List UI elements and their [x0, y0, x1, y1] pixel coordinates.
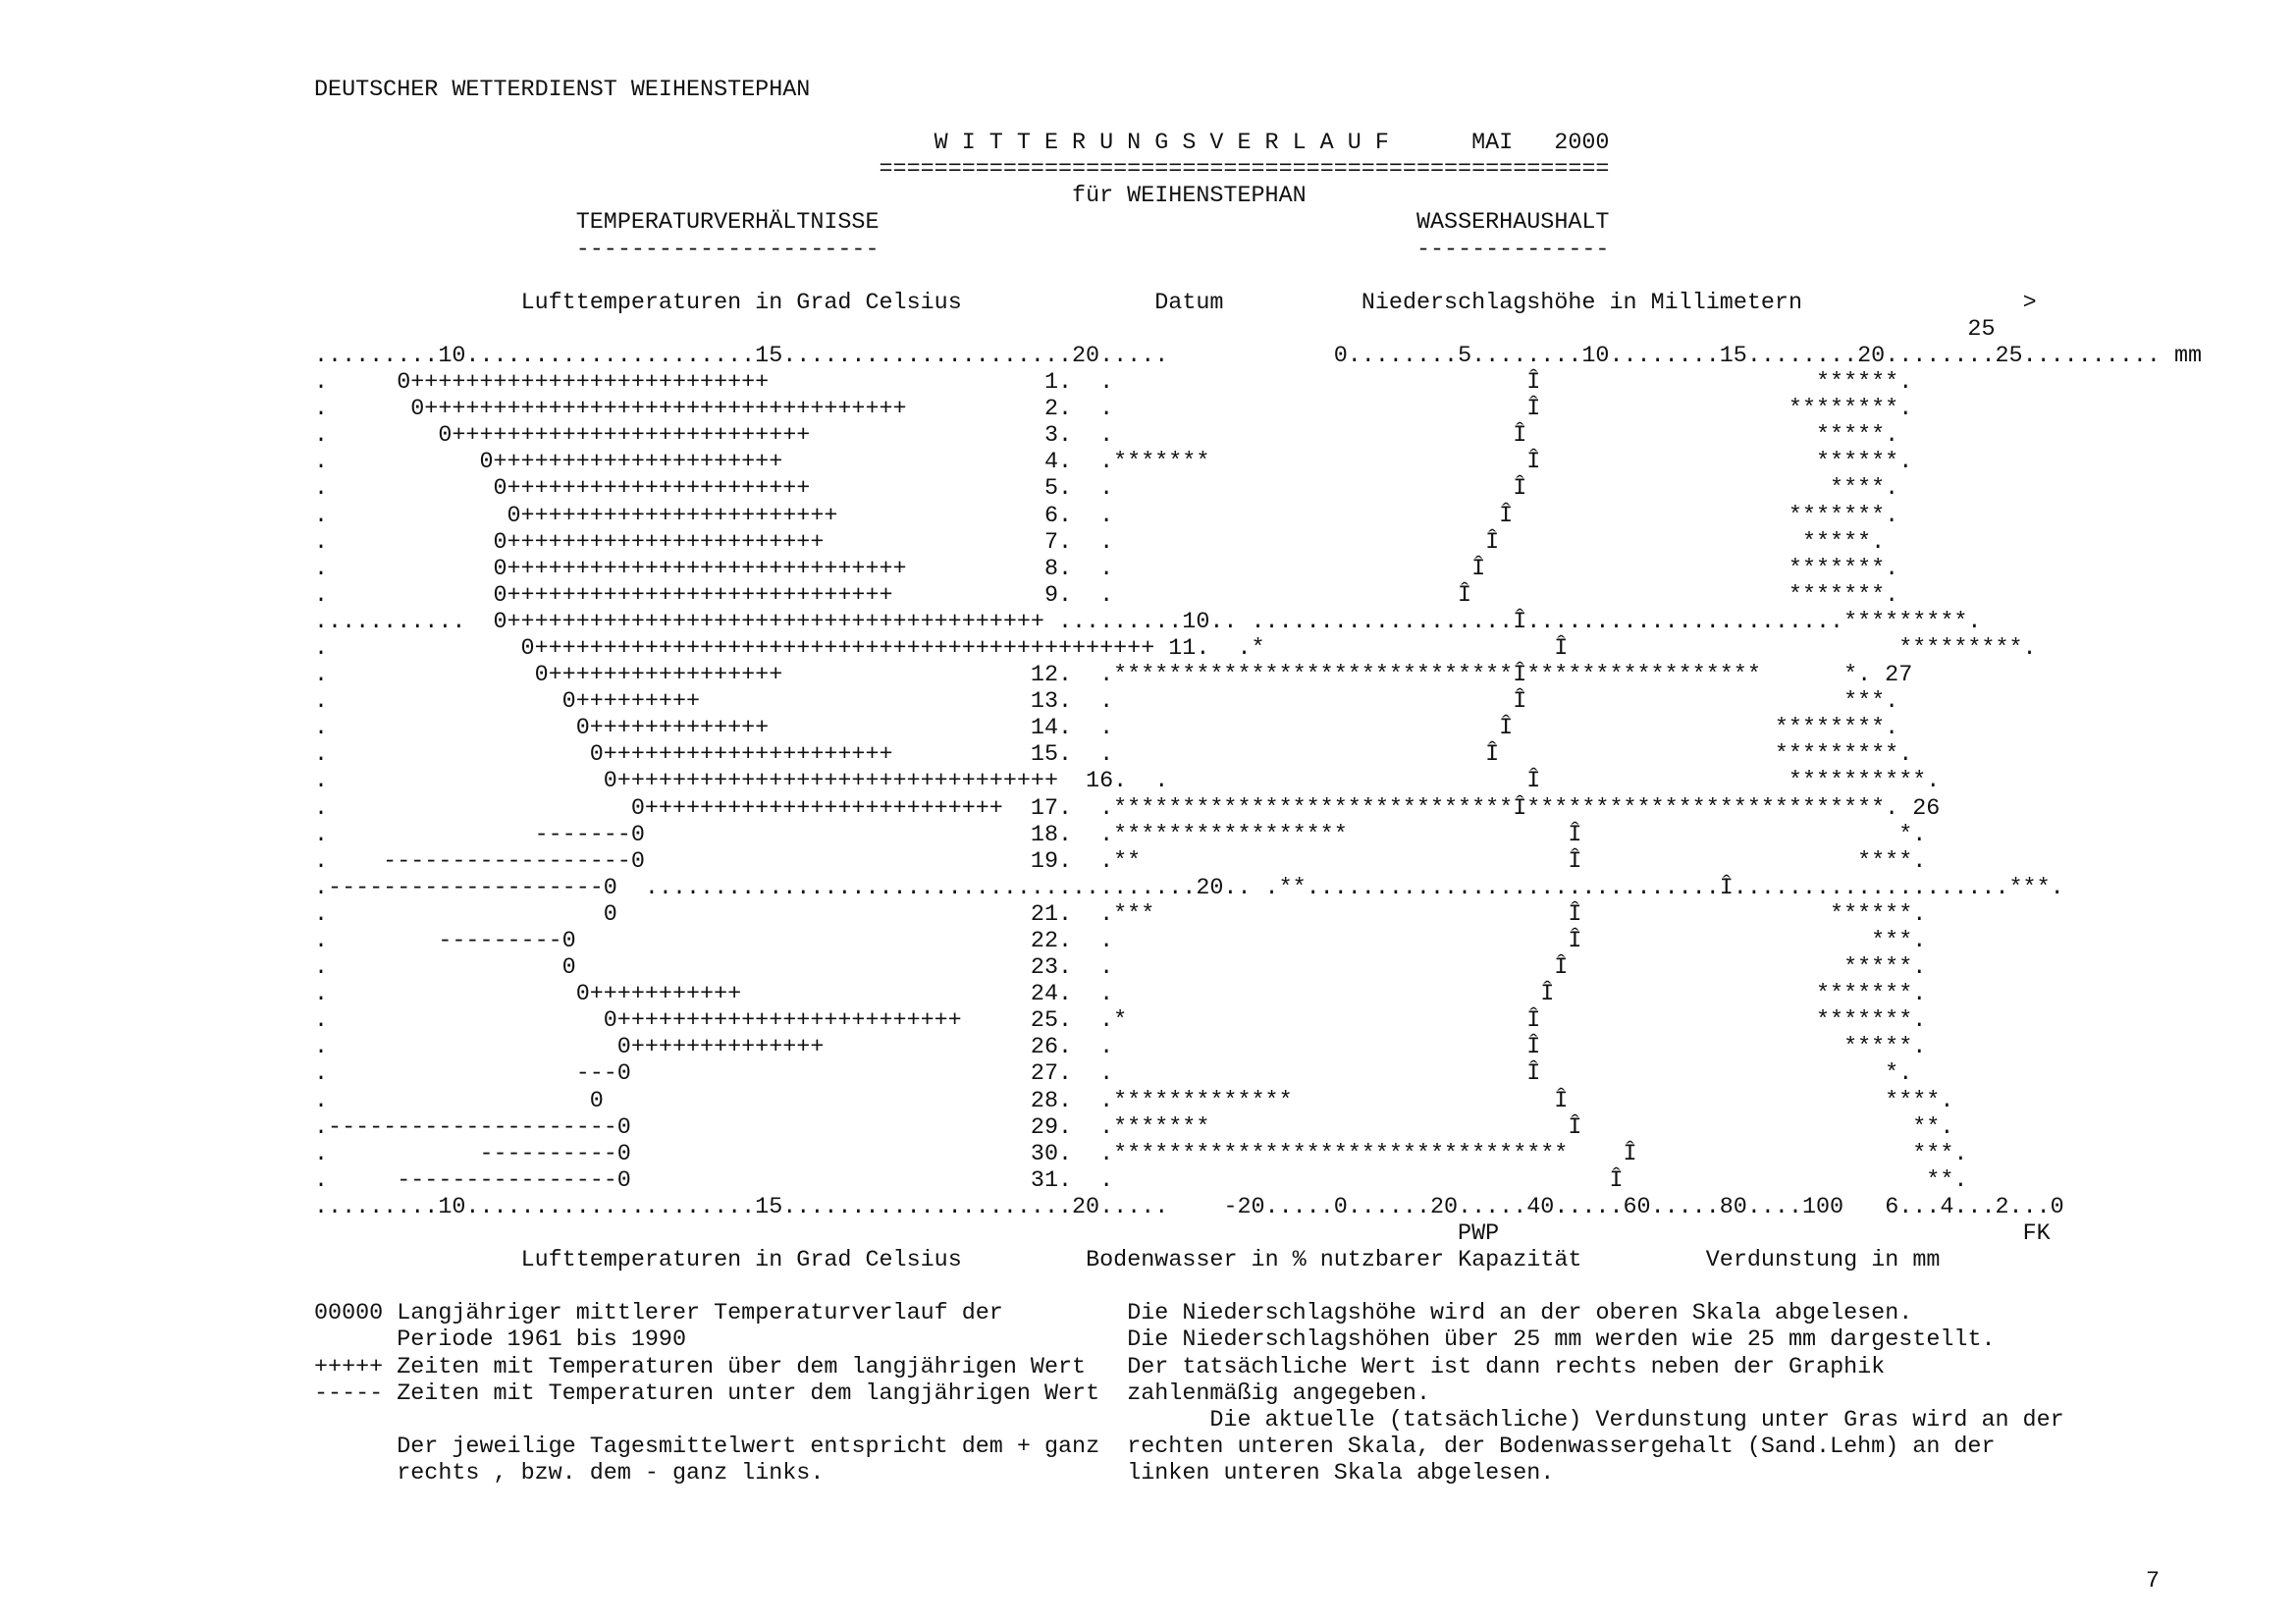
temperature-axis-title: Lufttemperaturen in Grad Celsius	[520, 290, 962, 316]
note-line-5: Die aktuelle (tatsächliche) Verdunstung unter Gras wird an der	[1209, 1407, 2064, 1434]
pwp-label: PWP	[1458, 1221, 1500, 1248]
temperature-tick-labels: .........10.....................15.....................20.....	[314, 343, 1169, 369]
day-row-05: . 0++++++++++++++++++++++ 5. . Î ****.	[314, 476, 1899, 503]
temperature-section-heading: TEMPERATURVERHÄLTNISSE	[575, 210, 880, 237]
day-row-16: . 0++++++++++++++++++++++++++++++++ 16. . Î **********.	[314, 769, 1941, 795]
day-row-15: . 0+++++++++++++++++++++ 15. . Î *********.	[314, 742, 1913, 769]
page-number: 7	[2146, 1569, 2161, 1595]
over-limit-marker: >	[2022, 290, 2037, 316]
day-row-28: . 0 28. .************* Î ****.	[314, 1088, 1954, 1114]
note-line-4: zahlenmäßig angegeben.	[1127, 1380, 1430, 1407]
day-row-30: . ----------0 30. .********************************* Î ***.	[314, 1141, 1968, 1167]
note-line-2: Die Niederschlagshöhen über 25 mm werden wie 25 mm dargestellt.	[1127, 1327, 1996, 1354]
day-row-01: . 0++++++++++++++++++++++++++ 1. . Î ******.	[314, 370, 1913, 397]
note-line-3: Der tatsächliche Wert ist dann rechts neben der Graphik	[1127, 1354, 1886, 1380]
institute-name: DEUTSCHER WETTERDIENST WEIHENSTEPHAN	[314, 78, 811, 103]
note-line-7: linken unteren Skala abgelesen.	[1127, 1460, 1555, 1487]
title-underline: =====================================================	[879, 157, 1610, 184]
day-row-14: . 0+++++++++++++ 14. . Î ********.	[314, 716, 1899, 742]
day-row-23: . 0 23. . Î *****.	[314, 955, 1927, 982]
date-axis-title: Datum	[1154, 290, 1224, 316]
report-title: W I T T E R U N G S V E R L A U F MAI 2000	[934, 131, 1610, 157]
day-row-17: . 0++++++++++++++++++++++++++ 17. .*****************************Î**************************. 26	[314, 795, 1941, 822]
weather-report	[314, 78, 2202, 1488]
day-row-06: . 0+++++++++++++++++++++++ 6. . Î *******.	[314, 503, 1899, 529]
legend-mean-period: Periode 1961 bis 1990	[397, 1327, 687, 1354]
day-row-12: . 0+++++++++++++++++ 12. .*****************************Î***************** *. 27	[314, 663, 1913, 689]
over-limit-unit: mm	[2173, 343, 2203, 369]
day-row-24: . 0+++++++++++ 24. . Î *******.	[314, 982, 1927, 1008]
day-row-26: . 0++++++++++++++ 26. . Î *****.	[314, 1035, 1927, 1061]
water-section-heading: WASSERHAUSHALT	[1415, 210, 1610, 237]
day-row-04: . 0+++++++++++++++++++++ 4. .******* Î ******.	[314, 450, 1913, 476]
legend-above-text: Zeiten mit Temperaturen über dem langjährigen Wert	[397, 1354, 1087, 1380]
report-subtitle: für WEIHENSTEPHAN	[1072, 184, 1307, 210]
day-row-21: . 0 21. .*** Î ******.	[314, 901, 1927, 928]
temperature-axis-title-bottom: Lufttemperaturen in Grad Celsius	[520, 1248, 962, 1274]
day-row-20: .--------------------0 ........................................20.. .**..............................Î....................***.	[314, 875, 2064, 901]
day-row-29: .---------------------0 29. .******* Î **.	[314, 1114, 1954, 1141]
day-row-11: . 0+++++++++++++++++++++++++++++++++++++++++++++ 11. .* Î *********.	[314, 635, 2037, 662]
legend-mean-symbol: 00000	[314, 1301, 384, 1327]
day-row-25: . 0+++++++++++++++++++++++++ 25. .* Î *******.	[314, 1008, 1927, 1035]
evaporation-axis-title: Verdunstung in mm	[1705, 1248, 1941, 1274]
soil-water-axis-title: Bodenwasser in % nutzbarer Kapazität	[1086, 1248, 1582, 1274]
note-line-6: rechten unteren Skala, der Bodenwassergehalt (Sand.Lehm) an der	[1127, 1434, 1996, 1460]
temperature-tick-labels-bottom: .........10.....................15.....................20.....	[314, 1194, 1169, 1220]
day-row-18: . -------0 18. .***************** Î *.	[314, 822, 1927, 848]
legend-below-symbol: -----	[314, 1380, 384, 1407]
legend-daily-line-1: Der jeweilige Tagesmittelwert entspricht dem + ganz	[397, 1434, 1100, 1460]
temperature-section-underline: ----------------------	[575, 237, 880, 263]
water-section-underline: --------------	[1415, 237, 1610, 263]
fk-label: FK	[2022, 1221, 2051, 1248]
day-row-07: . 0+++++++++++++++++++++++ 7. . Î *****.	[314, 529, 1886, 556]
day-row-09: . 0++++++++++++++++++++++++++++ 9. . Î *******.	[314, 582, 1899, 609]
note-line-1: Die Niederschlagshöhe wird an der oberen Skala abgelesen.	[1127, 1301, 1913, 1327]
day-row-03: . 0++++++++++++++++++++++++++ 3. . Î *****.	[314, 423, 1899, 450]
precipitation-axis-title: Niederschlagshöhe in Millimetern	[1361, 290, 1803, 316]
over-limit-value: 25	[1967, 316, 1996, 343]
precipitation-tick-labels: 0........5........10........15........20........25..........	[1333, 343, 2161, 369]
day-row-19: . ------------------0 19. .** Î ****.	[314, 848, 1927, 875]
day-row-10: ........... 0+++++++++++++++++++++++++++++++++++++++ .........10.. ...................Î.......................*********.	[314, 609, 1982, 635]
legend-above-symbol: +++++	[314, 1354, 384, 1380]
day-row-02: . 0+++++++++++++++++++++++++++++++++++ 2. . Î ********.	[314, 397, 1913, 423]
day-row-27: . ---0 27. . Î *.	[314, 1061, 1913, 1088]
day-row-13: . 0+++++++++ 13. . Î ***.	[314, 689, 1899, 716]
legend-daily-line-2: rechts , bzw. dem - ganz links.	[397, 1460, 825, 1487]
day-row-08: . 0+++++++++++++++++++++++++++++ 8. . Î *******.	[314, 556, 1899, 582]
day-row-31: . ----------------0 31. . Î **.	[314, 1167, 1968, 1194]
day-row-22: . ---------0 22. . Î ***.	[314, 929, 1927, 954]
legend-mean-text: Langjähriger mittlerer Temperaturverlauf der	[397, 1301, 1003, 1327]
legend-below-text: Zeiten mit Temperaturen unter dem langjährigen Wert	[397, 1380, 1100, 1407]
soil-evaporation-tick-labels: -20.....0......20.....40.....60.....80....100 6...4...2...0	[1223, 1194, 2064, 1220]
